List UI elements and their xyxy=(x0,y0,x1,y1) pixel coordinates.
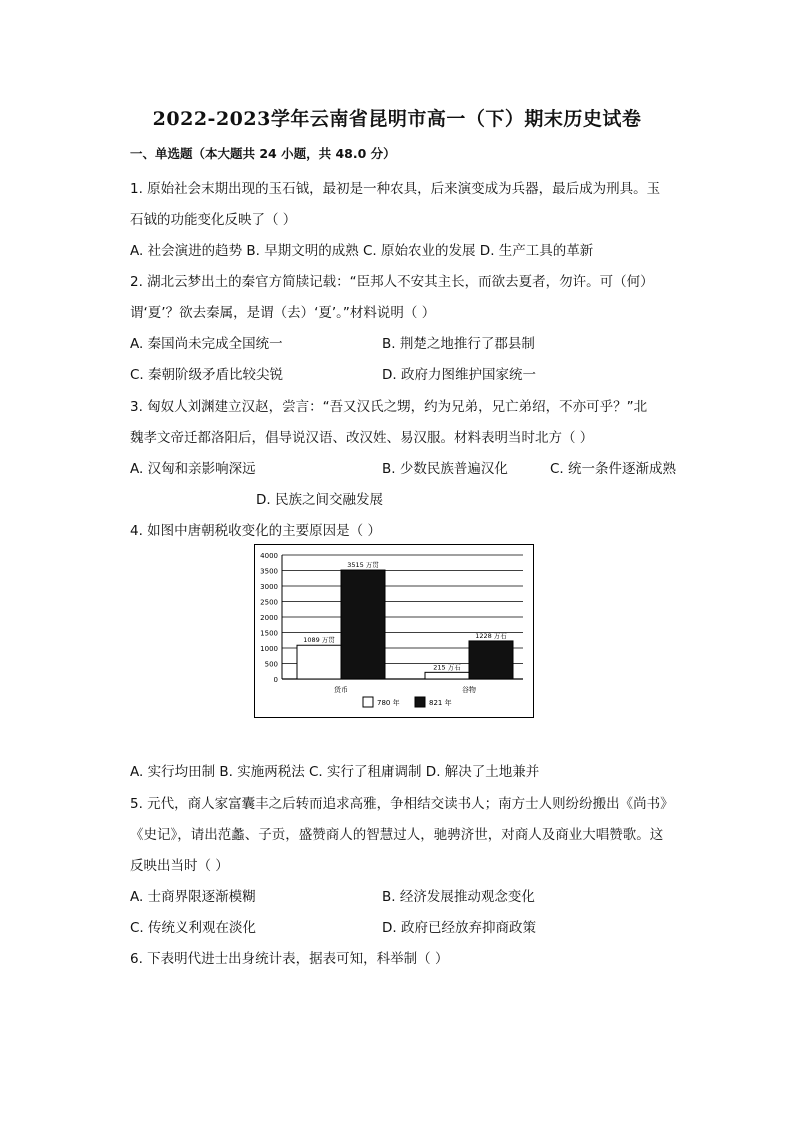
chart-x-categories xyxy=(334,685,476,694)
y-tick-label: 2000 xyxy=(260,614,278,622)
q5-stem-line2: 《史记》，请出范蠡、子贡，盛赞商人的智慧过人，驰骋济世，对商人及商业大唱赞歌。这 xyxy=(130,827,664,843)
page-title: 2022-2023学年云南省昆明市高一（下）期末历史试卷 xyxy=(152,108,642,130)
q5-option-d: D. 政府已经放弃抑商政策 xyxy=(382,920,536,936)
bar-821-0 xyxy=(341,570,385,679)
y-tick-label: 3000 xyxy=(260,583,278,591)
chart-legend xyxy=(363,697,452,707)
bar-data-label: 215 万石 xyxy=(433,663,461,672)
q2-option-c: C. 秦朝阶级矛盾比较尖锐 xyxy=(130,367,284,383)
q1-stem-line1: 1. 原始社会末期出现的玉石钺，最初是一种农具，后来演变成为兵器，最后成为刑具。玉 xyxy=(130,181,661,197)
q4-options: A. 实行均田制 B. 实施两税法 C. 实行了租庸调制 D. 解决了土地兼并 xyxy=(130,764,540,780)
legend-label: 780 年 xyxy=(377,699,400,707)
q3-stem-line2: 魏孝文帝迁都洛阳后，倡导说汉语、改汉姓、易汉服。材料表明当时北方（ ） xyxy=(130,430,594,446)
q6-stem: 6. 下表明代进士出身统计表，据表可知，科举制（ ） xyxy=(130,951,449,967)
q2-option-b: B. 荆楚之地推行了郡县制 xyxy=(382,336,535,352)
y-tick-label: 1500 xyxy=(260,629,278,638)
q5-option-a: A. 士商界限逐渐模糊 xyxy=(130,889,256,905)
y-tick-label: 0 xyxy=(273,676,278,684)
legend-swatch xyxy=(363,697,373,707)
bar-data-label: 3515 万贯 xyxy=(347,561,379,570)
q2-stem-line2: 谓‘夏’？欲去秦属，是谓（去）‘夏’。”材料说明（ ） xyxy=(130,305,436,321)
bar-780-0 xyxy=(297,645,341,679)
x-category-label: 谷物 xyxy=(462,686,476,694)
y-tick-label: 500 xyxy=(264,660,278,669)
bar-780-1 xyxy=(425,672,469,679)
chart-y-ticks xyxy=(260,552,278,684)
x-category-label: 货币 xyxy=(334,686,348,694)
q1-options: A. 社会演进的趋势 B. 早期文明的成熟 C. 原始农业的发展 D. 生产工具的革新 xyxy=(130,243,594,259)
y-tick-label: 4000 xyxy=(260,552,278,560)
legend-swatch xyxy=(415,697,425,707)
q4-stem: 4. 如图中唐朝税收变化的主要原因是（ ） xyxy=(130,523,381,539)
tax-chart-svg xyxy=(255,545,533,717)
q3-option-d: D. 民族之间交融发展 xyxy=(256,492,383,508)
q2-option-a: A. 秦国尚未完成全国统一 xyxy=(130,336,283,352)
y-tick-label: 1000 xyxy=(260,645,278,653)
tax-chart xyxy=(254,544,534,718)
section-heading: 一、单选题（本大题共 24 小题，共 48.0 分） xyxy=(130,146,396,161)
legend-label: 821 年 xyxy=(429,699,452,707)
y-tick-label: 3500 xyxy=(260,567,278,576)
q5-stem-line3: 反映出当时（ ） xyxy=(130,858,229,874)
q5-option-b: B. 经济发展推动观念变化 xyxy=(382,889,535,905)
q2-stem-line1: 2. 湖北云梦出土的秦官方简牍记载：“臣邦人不安其主长，而欲去夏者，勿许。可（何） xyxy=(130,274,654,290)
q2-option-d: D. 政府力图维护国家统一 xyxy=(382,367,536,383)
q1-stem-line2: 石钺的功能变化反映了（ ） xyxy=(130,212,297,228)
q3-stem-line1: 3. 匈奴人刘渊建立汉赵，尝言：“吾又汉氏之甥，约为兄弟，兄亡弟绍，不亦可乎？”北 xyxy=(130,399,648,415)
bar-821-1 xyxy=(469,641,513,679)
q3-option-c: C. 统一条件逐渐成熟 xyxy=(550,461,677,477)
y-tick-label: 2500 xyxy=(260,598,278,607)
q3-option-b: B. 少数民族普遍汉化 xyxy=(382,461,508,477)
q3-option-a: A. 汉匈和亲影响深远 xyxy=(130,461,256,477)
bar-data-label: 1089 万贯 xyxy=(303,636,335,645)
q5-stem-line1: 5. 元代，商人家富囊丰之后转而追求高雅，争相结交读书人；南方士人则纷纷搬出《尚书》 xyxy=(130,796,674,812)
bar-data-label: 1228 万石 xyxy=(475,631,507,640)
q5-option-c: C. 传统义利观在淡化 xyxy=(130,920,257,936)
